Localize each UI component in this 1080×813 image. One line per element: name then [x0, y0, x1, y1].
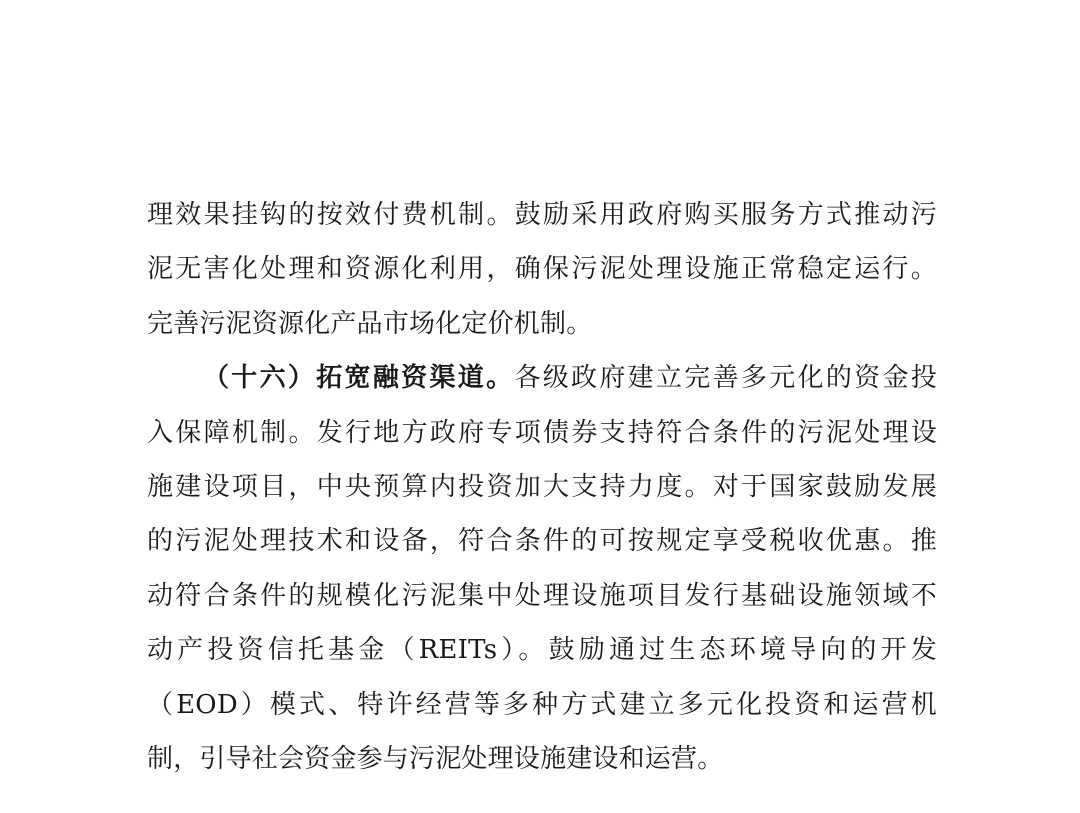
paragraph-2-line-2: 入保障机制。发行地方政府专项债券支持符合条件的污泥处理设 [147, 417, 937, 448]
paragraph-2-line-4: 的污泥处理技术和设备，符合条件的可按规定享受税收优惠。推 [147, 526, 937, 557]
paragraph-2-line-5: 动符合条件的规模化污泥集中处理设施项目发行基础设施领域不 [147, 580, 937, 611]
paragraph-2-line-6: 动产投资信托基金（REITs）。鼓励通过生态环境导向的开发 [147, 635, 937, 666]
paragraph-2-line-1-rest: 各级政府建立完善多元化的资金投 [514, 363, 937, 394]
paragraph-2-line-3: 施建设项目，中央预算内投资加大支持力度。对于国家鼓励发展 [147, 471, 937, 502]
paragraph-2-line-8: 制，引导社会资金参与污泥处理设施建设和运营。 [147, 743, 724, 774]
document-body [147, 188, 937, 786]
section-heading: （十六）拓宽融资渠道。 [203, 363, 515, 394]
paragraph-2-line-1 [147, 351, 937, 405]
paragraph-2-line-7: （EOD）模式、特许经营等多种方式建立多元化投资和运营机 [147, 689, 937, 720]
paragraph-1-line-1: 理效果挂钩的按效付费机制。鼓励采用政府购买服务方式推动污 [147, 200, 937, 230]
paragraph-1-line-3: 完善污泥资源化产品市场化定价机制。 [147, 308, 593, 339]
paragraph-1-line-2: 泥无害化处理和资源化利用，确保污泥处理设施正常稳定运行。 [147, 254, 937, 285]
